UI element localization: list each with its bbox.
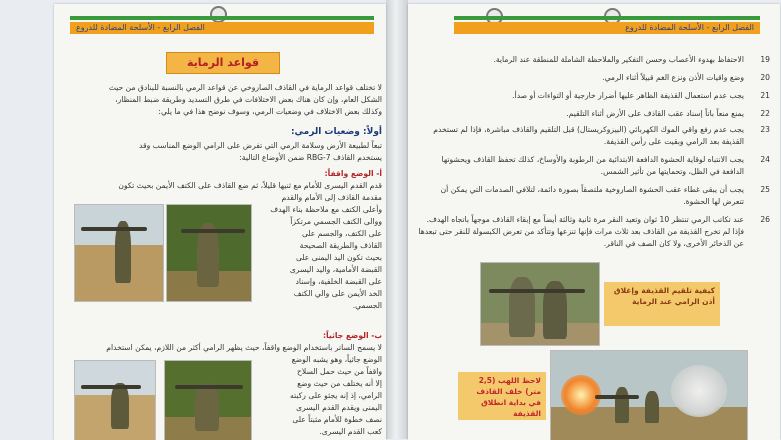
rule-26-text: عند تكاتب الرمي تنتظر 10 ثوان وتعيد النقر مرة ثانية وثالثة أيضاً مع إبقاء القاذف موجهاً باتجاه الهدف. فإذا لم تخرج القذيفة من القاذف بعد ثلاث مرات فإنها تنزعها وتتأكد من تعرض الكبسولة للنقر حتى تبعدها عن الذخائر الأخرى، ولا كان الصف في الناقر. [418, 215, 744, 248]
paragraph-line: الرامي، إذ إنه يجثو على ركبته [290, 391, 382, 400]
positions-heading: أولاً: وضعيات الرمي: [290, 127, 382, 137]
standing-front-photo [166, 204, 252, 302]
right-page [408, 4, 780, 440]
standing-heading: أ- الوضع واقفاً: [324, 169, 382, 178]
launch-photo [550, 350, 748, 440]
paragraph-line: على الكتف، والجسم على [301, 229, 382, 238]
rule-26-number: 26 [760, 215, 770, 224]
rule-19-text: الاحتفاظ بهدوء الأعصاب وحسن التفكير والملاحظة الشاملة للمنطقة عند الرماية. [493, 55, 744, 64]
rule-21-number: 21 [760, 91, 770, 100]
intro-line: الشكل العام، وإن كان هناك بعض الاختلافات في طرق التسديد وطريقة ضبط المنظار، [115, 95, 382, 104]
standing-side-photo [74, 204, 164, 302]
rule-21-text: يجب عدم استعمال القذيفة الظاهر عليها أضرار خارجية أو التواءات أو صدأ. [512, 91, 744, 100]
kneeling-paragraph [254, 354, 382, 438]
intro-line: وكذلك بعض الاختلاف في وضعيات الرمي، وسوف نوضح هذا في ما يلي: [158, 107, 382, 116]
rule-24-text: يجب الانتباه لوقاية الحشوة الدافعة الابتدائية من الرطوبة والأوساخ، كذلك تحفظ القاذف ويحشوتها الدافعة في الظل، وتحمايتها من تأثير الشمس. [441, 155, 744, 176]
paragraph-line: الجسمي. [352, 301, 382, 310]
paragraph-line: مقدمة القاذف إلى الأمام والقدم [281, 193, 382, 202]
rule-22-number: 22 [760, 109, 770, 118]
rule-19-number: 19 [760, 55, 770, 64]
paragraph-line: الخد الأيمن على والي الكتف [293, 289, 382, 298]
kneeling-heading: ب- الوضع جاثياً: [323, 331, 382, 340]
rule-23-number: 23 [760, 125, 770, 134]
rule-25-text: يجب أن يبقى غطاء عقب الحشوة الصاروخية ملتصقاً بصورة دائمة، لتلافي الصدمات التي يمكن أن تتعرض لها الحشوة. [440, 185, 744, 206]
paragraph-line: واقفاً من حيث حمل السلاح [297, 367, 382, 376]
kneeling-side-photo [74, 360, 156, 440]
header-text: الفصل الرابع - الأسلحة المضادة للدروع [76, 23, 205, 32]
paragraph-line: نصف خطوة للأمام مثبتاً على [292, 415, 382, 424]
page-header [70, 14, 374, 34]
rule-24-number: 24 [760, 155, 770, 164]
standing-first-line: قدم القدم اليسرى للأمام مع ثنيها قليلاً، ثم ضع القاذف على الكتف الأيمن بحيث تكون [118, 181, 382, 190]
rule-20-text: وضع واقيات الأذن ونزع الغم قبيلاً أثناء الرمي. [602, 73, 744, 82]
paragraph-line: الوضع جاثياً، وهو يشبه الوضع [291, 355, 382, 364]
paragraph-line: القاذف والطريقة الصحيحة [299, 241, 382, 250]
paragraph-line: اليمنى ويقدم القدم اليسرى [296, 403, 382, 412]
paragraph-line: على القبضة الخلفية، وإسناد [295, 277, 382, 286]
positions-paragraph [64, 140, 382, 164]
kneeling-first-line: لا يسمح الساتر باستخدام الوضع واقفاً، حيث يظهر الرامي أكثر من اللازم، يمكن استخدام [106, 343, 382, 352]
paragraph-line: وأعلى الكتف مع ملاحظة بناء الهدف [270, 205, 382, 214]
paragraph-line: ووالى الكتف الجسمي مرتكزاً [290, 217, 382, 226]
loading-caption: كيفية تلقيم القذيفة وإغلاق أذن الرامي عند الرماية [604, 282, 720, 326]
rule-20-number: 20 [760, 73, 770, 82]
rule-23-text: يجب عدم رفع واقي الموك الكهربائي (البيزوكريستال) قبل التلقيم والقاذف مباشرة، فإذا لم تستخدم القذيفة بعد الرامي وبقيت على رأس القذيفة. [433, 125, 744, 146]
standing-paragraph [254, 192, 382, 312]
paragraph-line: إلا أنه يختلف من حيث وضع [297, 379, 382, 388]
intro-paragraph [64, 82, 382, 118]
section-title: قواعد الرماية [166, 52, 280, 74]
page-header [454, 14, 760, 34]
left-page [54, 4, 386, 440]
paragraph-line: القبضة الأمامية، واليد اليسرى [289, 265, 382, 274]
header-text: الفصل الرابع - الأسلحة المضادة للدروع [625, 23, 754, 32]
rule-22-text: يمنع منعاً باتاً إسناد عقب القاذف على الأرض أثناء التلقيم. [566, 109, 744, 118]
paragraph-line: بحيث تكون اليد اليمنى على [295, 253, 382, 262]
rule-25-number: 25 [760, 185, 770, 194]
intro-line: لا تختلف قواعد الرماية في القاذف الصاروخي عن قواعد الرمي بالنسبة للبنادق من حيث [108, 83, 382, 92]
launch-caption: لاحظ اللهب (2,5 متر) خلف القاذف في بداية انطلاق القذيفة [458, 372, 546, 420]
paragraph-line: يستخدم القاذف RBG-7 ضمن الأوضاع التالية: [239, 153, 382, 162]
loading-photo [480, 262, 600, 346]
paragraph-line: تبعاً لطبيعة الأرض وسلامة الرمي التي تفرض على الرامي الوضع المناسب وقد [138, 141, 382, 150]
kneeling-front-photo [164, 360, 252, 440]
book-gutter [386, 0, 408, 439]
paragraph-line: كعب القدم اليسرى. [319, 427, 382, 436]
